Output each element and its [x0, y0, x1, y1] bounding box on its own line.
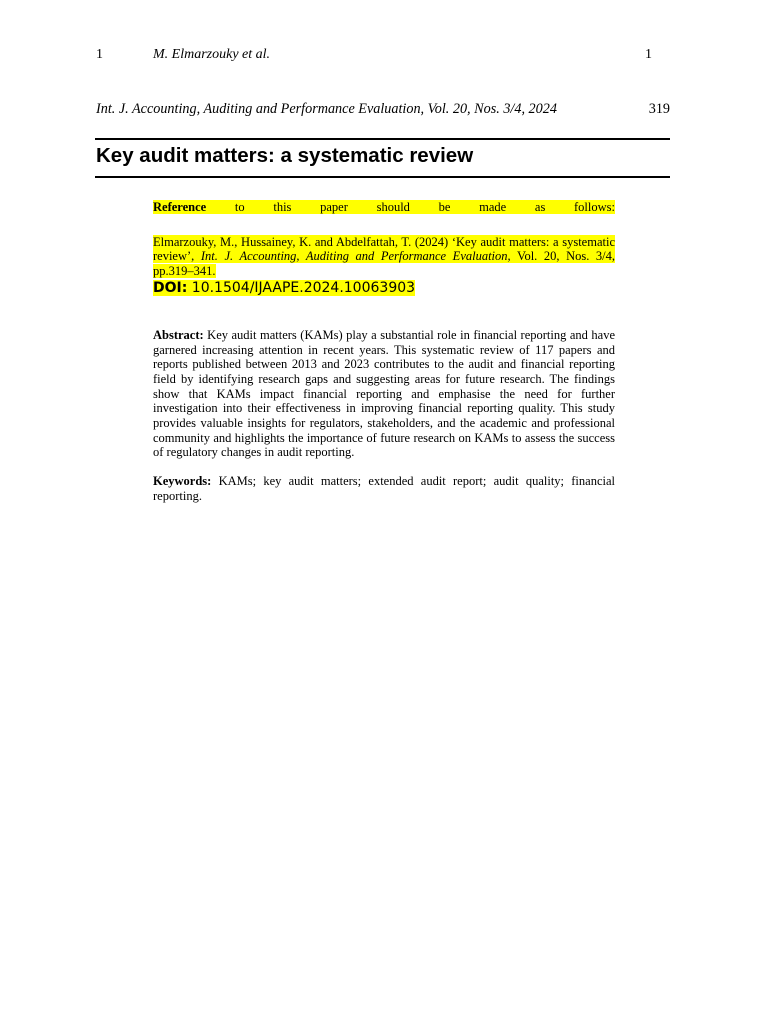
- journal-citation: Int. J. Accounting, Auditing and Performance Evaluation, Vol. 20, Nos. 3/4, 2024: [96, 101, 557, 117]
- keywords-label: Keywords:: [153, 474, 212, 489]
- doi-highlight[interactable]: [153, 280, 415, 296]
- reference-highlight: [153, 200, 615, 214]
- doi-line: [153, 279, 615, 298]
- abstract-label: Abstract:: [153, 327, 204, 342]
- title-block: [95, 138, 670, 178]
- keywords: [153, 474, 615, 503]
- citation-authors-title: Elmarzouky, M., Hussainey, K. and Abdelfattah, T. (2024) ‘Key audit matters: a systematic review’,: [153, 234, 615, 264]
- front-matter: [153, 200, 615, 504]
- running-head-authors: M. Elmarzouky et al.: [153, 47, 271, 62]
- citation-highlight: [153, 235, 615, 278]
- citation: [153, 235, 615, 279]
- abstract: [153, 328, 615, 460]
- doi-value[interactable]: 10.1504/IJAAPE.2024.10063903: [187, 279, 416, 296]
- citation-volume-pages: Vol. 20, Nos. 3/4, pp.319–341.: [153, 249, 616, 279]
- paper-title: Key audit matters: a systematic review: [96, 144, 474, 167]
- doi-label: DOI:: [153, 279, 188, 296]
- journal-line: [96, 101, 670, 118]
- citation-journal: Int. J. Accounting, Auditing and Performance Evaluation,: [200, 249, 511, 264]
- reference-instruction: [153, 200, 615, 215]
- reference-instruction-text: to this paper should be made as follows:: [206, 200, 615, 214]
- keywords-text: KAMs; key audit matters; extended audit report; audit quality; financial reporting.: [153, 474, 615, 503]
- abstract-text: Key audit matters (KAMs) play a substantial role in financial reporting and have garnered increasing attention in recent years. This systematic review of 117 papers and reports published between 2013 and 2023 contributes to the audit and financial reporting field by identifying research gaps and suggesting areas for future research. The findings show that KAMs impact financial reporting and emphasise the need for further investigation into their effectiveness in improving financial reporting quality. This study provides valuable insights for regulators, stakeholders, and the academic and professional community and highlights the importance of future research on KAMs to assess the success of regulatory changes in audit reporting.: [153, 327, 615, 460]
- page-number: 319: [648, 101, 670, 117]
- reference-label: Reference: [153, 200, 207, 214]
- running-head-right-number: 1: [645, 47, 652, 62]
- running-head-left-number: 1: [96, 47, 103, 62]
